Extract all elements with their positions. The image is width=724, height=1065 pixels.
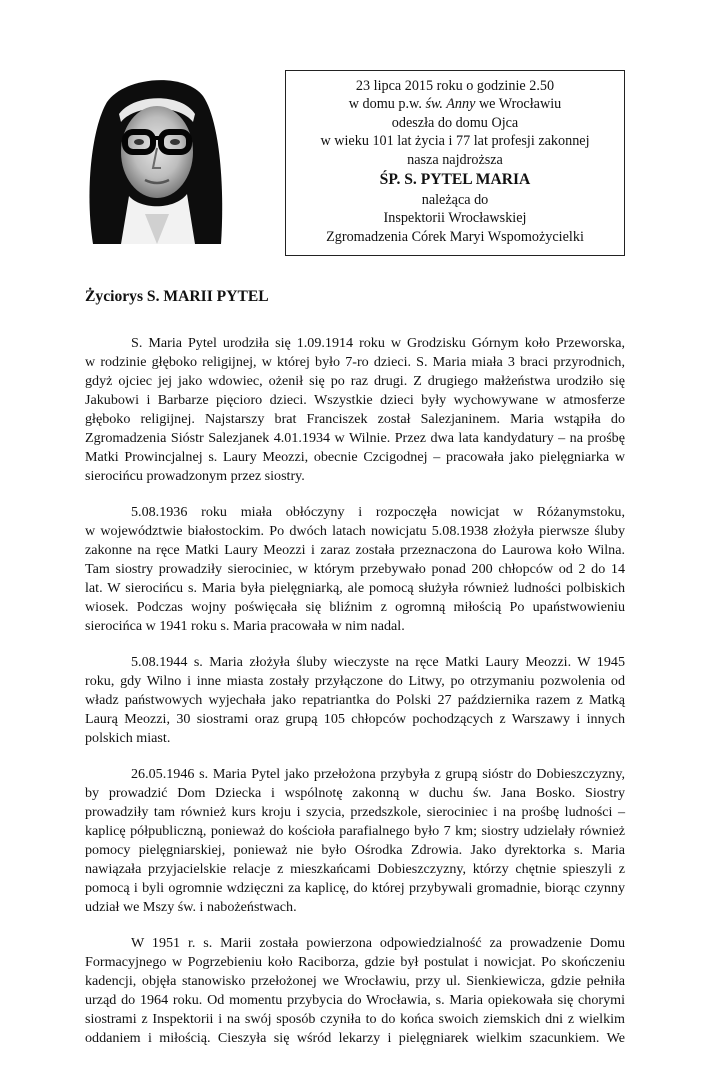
notice-place-suffix: we Wrocławiu	[475, 96, 562, 113]
text-line: Formacyjnego w Pogrzebieniu koło Raciborza, gdzie był postulat i nowicjat. Po skończeniu	[85, 954, 625, 970]
text-line: udział we Mszy św. i nabożeństwach.	[85, 899, 297, 915]
text-line: siostrami z Inspektorii i na swój sposób czyniła to do końca swoich ziemskich dni z wielkim	[85, 1011, 625, 1027]
notice-age: w wieku 101 lat życia i 77 lat profesji zakonnej	[320, 133, 590, 150]
text-line: 5.08.1944 s. Maria złożyła śluby wieczyste na ręce Matki Laury Meozzi. W 1945	[131, 654, 625, 670]
biography-text	[85, 334, 625, 1065]
text-line: w województwie białostockim. Po dwóch latach nowicjatu 5.08.1938 złożyła pierwsze śluby	[85, 523, 625, 539]
portrait-photo	[85, 74, 225, 244]
text-line: oddaniem i miłością. Cieszyła się wśród lekarzy i pielęgniarek wielkim szacunkiem. We	[85, 1030, 625, 1046]
text-line: lat. W sierocińcu s. Maria była pielęgniarką, ale pomocą służyła również ludności polbiskich	[85, 580, 625, 596]
notice-name: ŚP. S. PYTEL MARIA	[379, 171, 531, 189]
text-line: Jakubowi i Barbarze pięcioro dzieci. Wszystkie dzieci były wychowywane w atmosferze	[85, 392, 625, 408]
text-line: gdyż ojciec jej jako wdowiec, ożenił się po raz drugi. Z drugiego małżeństwa urodziło się	[85, 373, 625, 389]
paragraph-3	[85, 653, 625, 748]
text-line: sierocińca w 1941 roku s. Maria pracowała w nim nadal.	[85, 618, 405, 634]
notice-congregation: Zgromadzenia Córek Maryi Wspomożycielki	[326, 228, 584, 245]
paragraph-5	[85, 934, 625, 1048]
death-notice-box	[285, 70, 625, 256]
text-line: roku, gdy Wilno i inne miasta zostały przyłączone do Litwy, po otrzymaniu pozwolenia od	[85, 673, 625, 689]
text-line: urząd do 1964 roku. Od momentu przybycia do Wrocławia, s. Maria opiekowała się chorymi	[85, 992, 625, 1008]
paragraph-1	[85, 334, 625, 486]
text-line: władz państwowych wyjechała jako repatriantka do Polski 27 października razem z Matką	[85, 692, 625, 708]
notice-place-prefix: w domu p.w.	[348, 96, 426, 113]
text-line: zakonne na ręce Matki Laury Meozzi i zaraz została przeznaczona do Laurowa koło Wilna.	[85, 542, 625, 558]
text-line: nawiązała przyjacielskie relacje z mieszkańcami Dobieszczyzny, którzy chętnie spieszyli z	[85, 861, 625, 877]
text-line: S. Maria Pytel urodziła się 1.09.1914 roku w Grodzisku Górnym koło Przeworska,	[131, 335, 625, 351]
notice-inspectorate: Inspektorii Wrocławskiej	[383, 210, 527, 227]
text-line: kadencji, objęła stanowisko przełożonej we Wrocławiu, przy ul. Sienkiewicza, gdzie pełniła	[85, 973, 625, 989]
text-line: pomocy pielęgniarskiej, ponieważ nie było Ośrodka Zdrowia. Jako dyrektorka s. Maria	[85, 842, 625, 858]
text-line: Tam siostry prowadziły sierociniec, w którym przebywało ponad 200 chłopców od 2 do 14	[85, 561, 625, 577]
text-line: polskich miast.	[85, 730, 171, 746]
text-line: głęboko religijnej. Najstarszy brat Franciszek został Salezjaninem. Maria wstąpiła do	[85, 411, 625, 427]
text-line: wiosek. Podczas wojny poświęcała się bliźnim z ogromną miłością Po upaństwowieniu	[85, 599, 625, 615]
text-line: 26.05.1946 s. Maria Pytel jako przełożona przybyła z grupą sióstr do Dobieszczyzny,	[131, 766, 625, 782]
notice-belonging: należąca do	[421, 192, 489, 209]
text-line: Zgromadzenia Sióstr Salezjanek 4.01.1934 w Wilnie. Przez dwa lata kandydatury – na prośbę	[85, 430, 625, 446]
notice-passed: odeszła do domu Ojca	[391, 114, 519, 131]
notice-dearest: nasza najdroższa	[407, 151, 503, 168]
paragraph-4	[85, 765, 625, 917]
text-line: Matki Prowincjalnej s. Laury Meozzi, obecnie Czcigodnej – pracowała jako pielęgniarka w	[85, 449, 625, 465]
text-line: w rodzinie głęboko religijnej, w której było 7-ro dzieci. S. Maria miała 3 braci przyrodnich,	[85, 354, 625, 370]
text-line: by prowadzić Dom Dziecka i wspólnotę zakonną w duchu św. Jana Bosko. Siostry	[85, 785, 625, 801]
notice-place-italic: św. Anny	[425, 96, 476, 113]
text-line: sierocińcu prowadzonym przez siostry.	[85, 468, 305, 484]
text-line: Laurą Meozzi, 30 siostrami oraz grupą 105 chłopców pochodzących z Warszawy i innych	[85, 711, 625, 727]
text-line: pomocą i byli ogromnie wdzięczni za kaplicę, do której przybywali gromadnie, biorąc czynny	[85, 880, 625, 896]
page-title: Życiorys S. MARII PYTEL	[85, 288, 269, 305]
text-line: prowadziły tam również kurs kroju i szycia, przedszkole, sierociniec i na prośbę ludności –	[85, 804, 625, 820]
paragraph-2	[85, 503, 625, 636]
text-line: kaplicę półpubliczną, ponieważ do kościoła parafialnego było 7 km; siostry udzielały również	[85, 823, 625, 839]
notice-place	[286, 95, 624, 113]
text-line: W 1951 r. s. Marii została powierzona odpowiedzialność za prowadzenie Domu	[131, 935, 625, 951]
notice-date: 23 lipca 2015 roku o godzinie 2.50	[355, 78, 555, 94]
text-line: 5.08.1936 roku miała obłóczyny i rozpoczęła nowicjat w Różanymstoku,	[131, 504, 625, 520]
